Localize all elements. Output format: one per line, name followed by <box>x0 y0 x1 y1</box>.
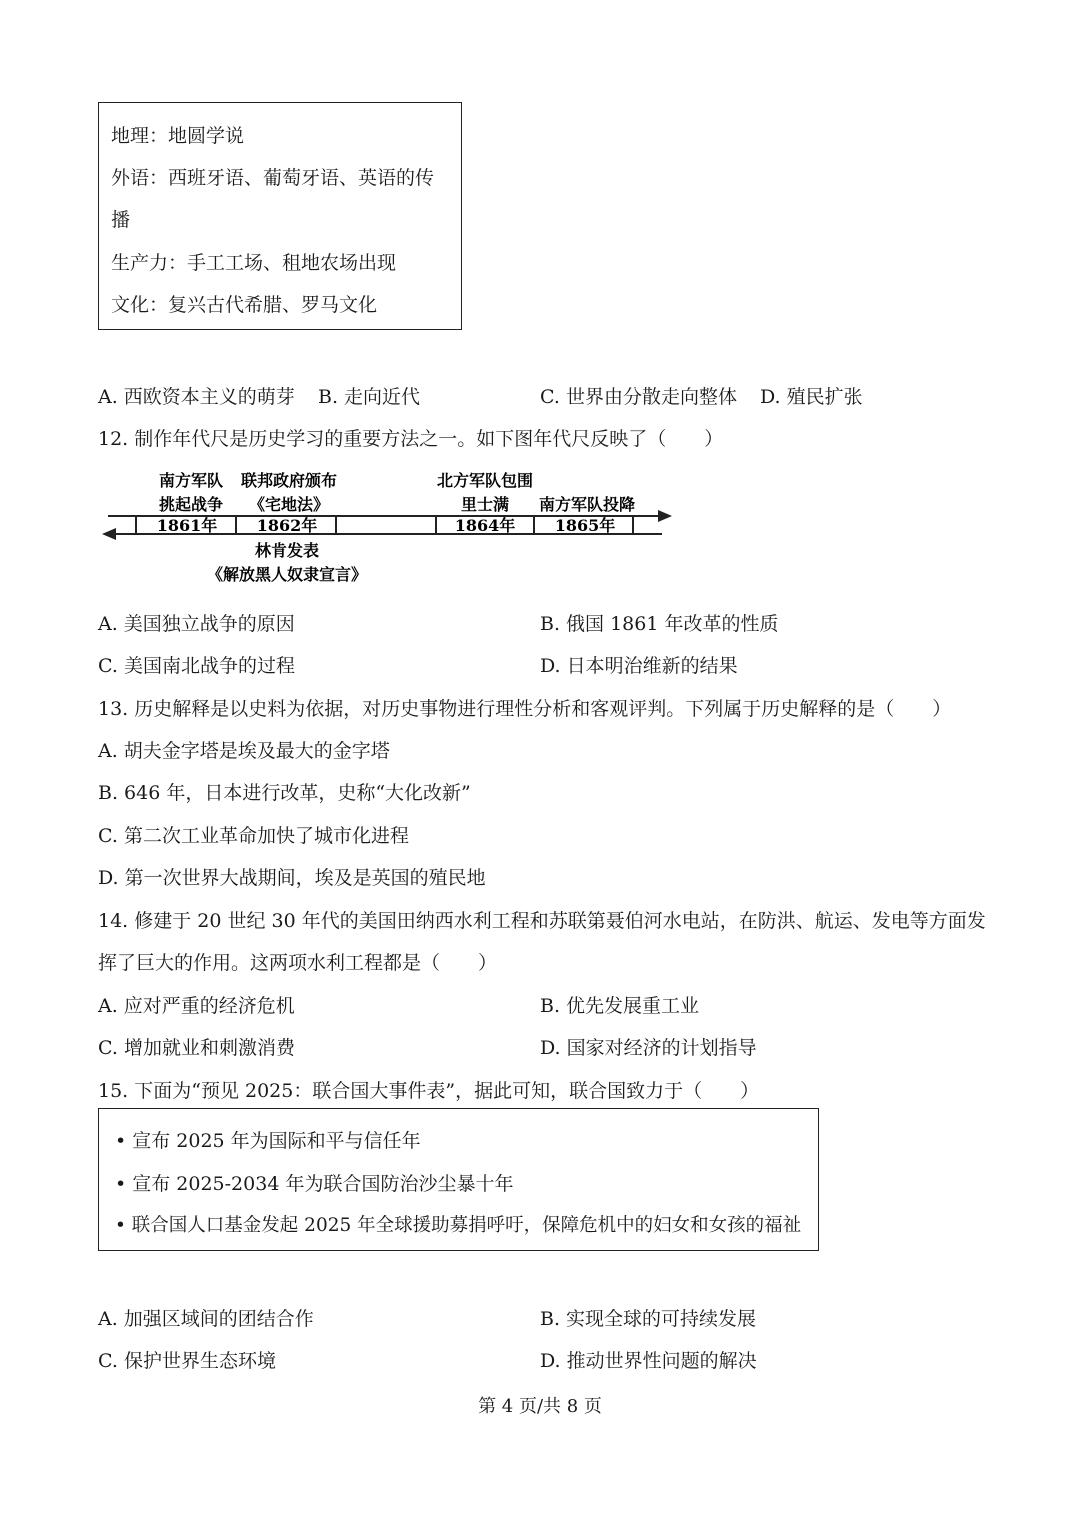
q11-line-culture: 文化：复兴古代希腊、罗马文化 <box>111 294 378 316</box>
q12-option-b[interactable]: B. 俄国 1861 年改革的性质 <box>540 613 779 635</box>
q11-option-c[interactable]: C. 世界由分散走向整体 <box>540 386 737 408</box>
q14-option-c[interactable]: C. 增加就业和刺激消费 <box>98 1037 295 1059</box>
q11-line-productivity: 生产力：手工工场、租地农场出现 <box>111 252 397 274</box>
q14-option-b[interactable]: B. 优先发展重工业 <box>540 995 700 1017</box>
q13-option-b[interactable]: B. 646 年，日本进行改革，史称“大化改新” <box>98 782 471 804</box>
timeline-year-1865: 1865年 <box>554 516 616 535</box>
q13-option-a[interactable]: A. 胡夫金字塔是埃及最大的金字塔 <box>98 740 390 762</box>
q14-stem-line1: 14. 修建于 20 世纪 30 年代的美国田纳西水利工程和苏联第聂伯河水电站，在防洪、航运、发电等方面发 <box>98 910 986 932</box>
q13-option-c[interactable]: C. 第二次工业革命加快了城市化进程 <box>98 825 409 847</box>
q15-stem: 15. 下面为“预见 2025：联合国大事件表”，据此可知，联合国致力于（ ） <box>98 1080 760 1102</box>
q15-bullet-3: • 联合国人口基金发起 2025 年全球援助募捐呼吁，保障危机中的妇女和女孩的福祉 <box>115 1215 802 1236</box>
q15-option-c[interactable]: C. 保护世界生态环境 <box>98 1350 276 1372</box>
q11-line-language: 外语：西班牙语、葡萄牙语、英语的传 <box>111 167 435 189</box>
timeline-event-1861-l2: 挑起战争 <box>158 495 224 514</box>
q15-bullet-1: • 宣布 2025 年为国际和平与信任年 <box>115 1130 421 1152</box>
q15-bullet-2: • 宣布 2025-2034 年为联合国防治沙尘暴十年 <box>115 1173 514 1195</box>
q15-material-box <box>98 1108 819 1251</box>
timeline-event-1865-l2: 南方军队投降 <box>538 495 636 514</box>
timeline-year-1864: 1864年 <box>454 516 516 535</box>
q14-option-d[interactable]: D. 国家对经济的计划指导 <box>540 1037 757 1059</box>
q11-material-box <box>98 102 462 330</box>
q12-stem: 12. 制作年代尺是历史学习的重要方法之一。如下图年代尺反映了（ ） <box>98 428 724 450</box>
q14-option-a[interactable]: A. 应对严重的经济危机 <box>98 995 295 1017</box>
q13-option-d[interactable]: D. 第一次世界大战期间，埃及是英国的殖民地 <box>98 867 486 889</box>
timeline-event-1862-l1: 联邦政府颁布 <box>240 471 338 490</box>
timeline-event-1864-l1: 北方军队包围 <box>436 471 534 490</box>
q14-stem-line2: 挥了巨大的作用。这两项水利工程都是（ ） <box>98 952 498 974</box>
q13-stem: 13. 历史解释是以史料为依据，对历史事物进行理性分析和客观评判。下列属于历史解释的是（ ） <box>98 698 952 720</box>
q15-option-b[interactable]: B. 实现全球的可持续发展 <box>540 1308 757 1330</box>
timeline-event-1862-l2: 《宅地法》 <box>248 495 330 514</box>
q12-option-d[interactable]: D. 日本明治维新的结果 <box>540 655 738 677</box>
timeline-event-1864-l2: 里士满 <box>460 495 510 514</box>
timeline-event-below-l2: 《解放黑人奴隶宣言》 <box>206 565 368 584</box>
timeline-right-arrow <box>658 510 672 522</box>
q11-line-geography: 地理：地圆学说 <box>111 125 245 147</box>
timeline-left-arrow <box>102 528 116 540</box>
page-footer: 第 4 页/共 8 页 <box>478 1396 602 1417</box>
timeline-event-1861-l1: 南方军队 <box>158 471 224 490</box>
q12-option-a[interactable]: A. 美国独立战争的原因 <box>98 613 295 635</box>
timeline-year-1862: 1862年 <box>256 516 318 535</box>
timeline-event-below-l1: 林肯发表 <box>254 541 320 560</box>
timeline-year-1861: 1861年 <box>156 516 218 535</box>
q11-option-a[interactable]: A. 西欧资本主义的萌芽 <box>98 386 295 408</box>
q11-option-d[interactable]: D. 殖民扩张 <box>760 386 863 408</box>
q12-timeline <box>0 464 1080 584</box>
q12-option-c[interactable]: C. 美国南北战争的过程 <box>98 655 295 677</box>
q15-option-d[interactable]: D. 推动世界性问题的解决 <box>540 1350 757 1372</box>
q11-line-language-cont: 播 <box>111 209 131 231</box>
q11-option-b[interactable]: B. 走向近代 <box>318 386 421 408</box>
q15-option-a[interactable]: A. 加强区域间的团结合作 <box>98 1308 314 1330</box>
